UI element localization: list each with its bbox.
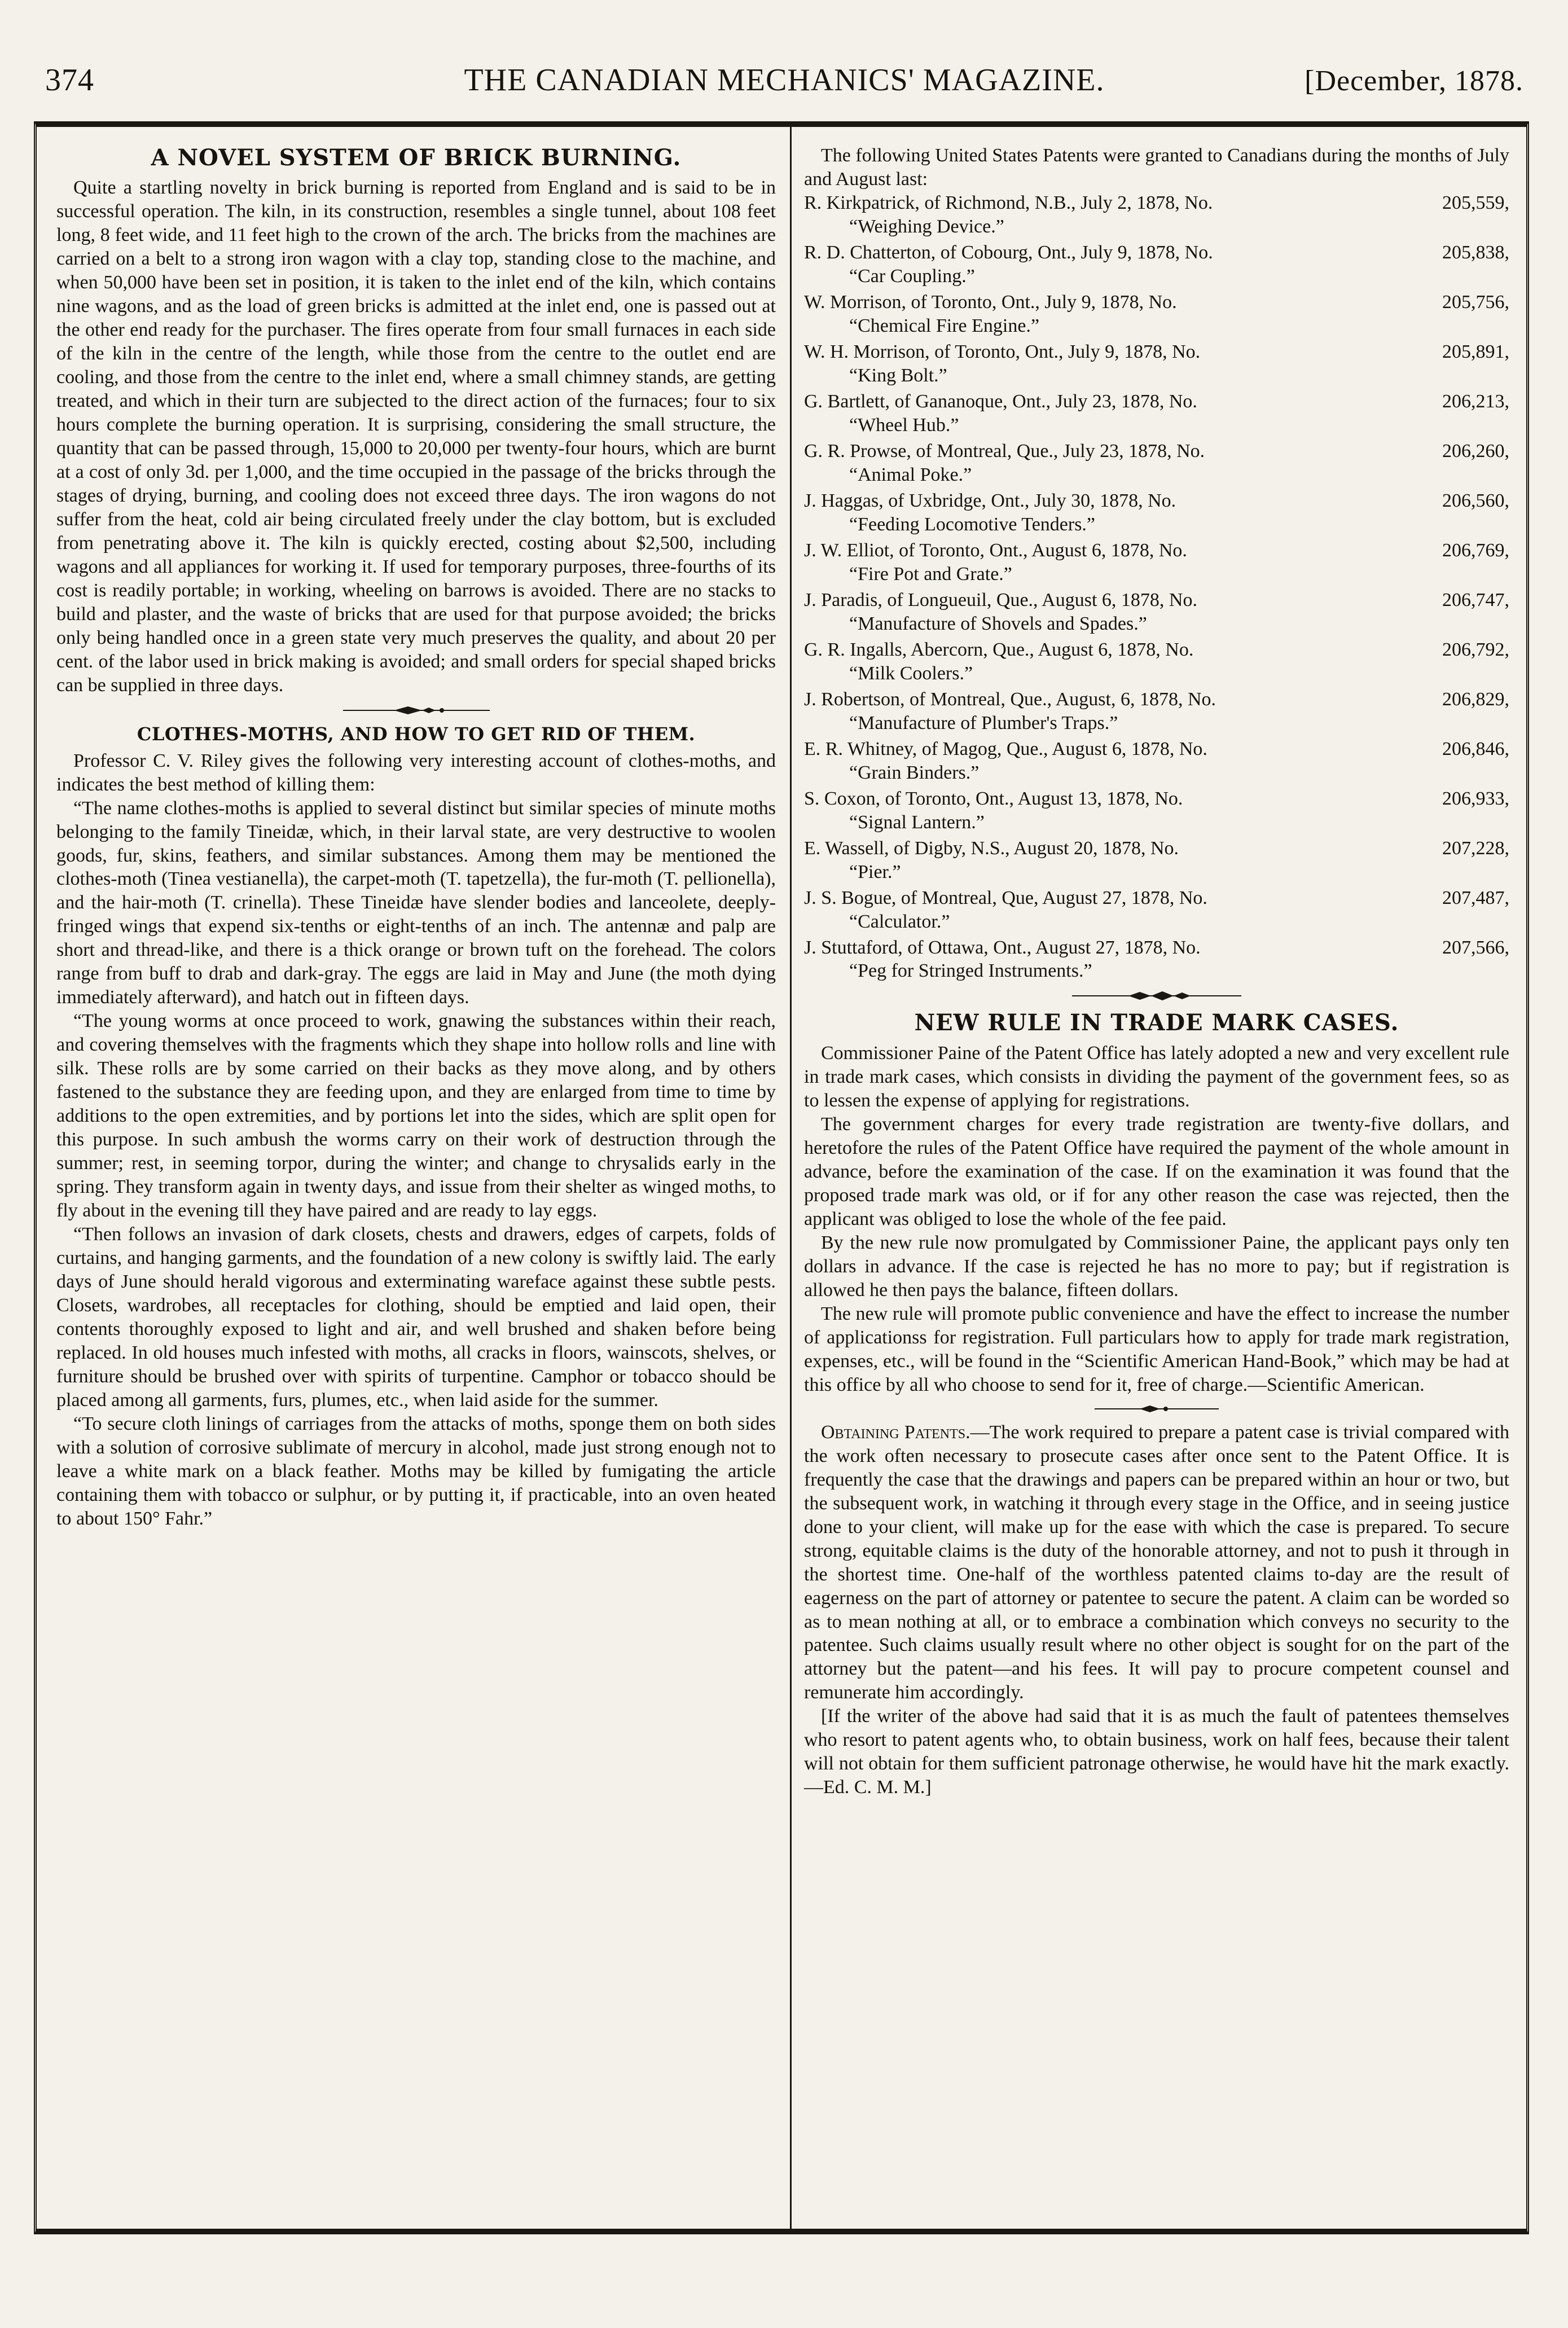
patent-entry: [804, 440, 1509, 487]
trademark-paragraph: The new rule will promote public convenience and have the effect to increase the number of applicationss for registration. Full particulars how to apply for trade mark registration, expenses, etc., will be found in the “Scientific American Hand-Book,” which may be had at this office by all who choose to send for it, free of charge.—Scientific American.: [804, 1303, 1509, 1395]
patent-invention: “Signal Lantern.”: [849, 811, 985, 833]
patent-number: 207,228,: [1442, 837, 1509, 859]
patent-grantee: E. Wassell, of Digby, N.S., August 20, 1878, No.: [804, 837, 1179, 859]
magazine-title: THE CANADIAN MECHANICS' MAGAZINE.: [464, 63, 1105, 98]
patent-invention: “Wheel Hub.”: [849, 414, 959, 436]
patent-grantee-line: [804, 787, 1509, 811]
moths-paragraph: Professor C. V. Riley gives the following very interesting account of clothes-moths, and indicates the best method of killing them:: [56, 750, 776, 795]
patent-grantee-line: [804, 936, 1509, 960]
patent-grantee: J. Stuttaford, of Ottawa, Ont., August 27, 1878, No.: [804, 937, 1201, 958]
patent-entry: [804, 837, 1509, 884]
patent-invention: “King Bolt.”: [849, 364, 947, 386]
obtaining-patents-paragraph: [804, 1421, 1509, 1705]
patent-entry: [804, 787, 1509, 834]
patent-entry: [804, 340, 1509, 388]
trademark-paragraph: The government charges for every trade registration are twenty-five dollars, and heretofore the rules of the Patent Office have required the payment of the whole amount in advance, before the examination of the case. If on the examination it was found that the proposed trade mark was old, or if for any other reason the case was rejected, then the applicant was obliged to lose the whole of the fee paid.: [804, 1113, 1509, 1229]
brick-paragraph: Quite a startling novelty in brick burning is reported from England and is said to be in successful operation. The kiln, in its construction, resembles a single tunnel, about 108 feet long, 8 feet wide, and 11 feet high to the crown of the arch. The bricks from the machines are carried on a belt to a strong iron wagon with a clay top, standing close to the machine, and when 50,000 have been set in position, it is taken to the inlet end of the kiln, which contains nine wagons, and as the load of green bricks is admitted at the inlet end, one is passed out at the other end ready for the purchaser. The fires operate from four small furnaces in each side of the kiln in the centre of the length, while those from the centre to the outlet end are cooling, and those from the centre to the inlet end, where a small chimney stands, are getting treated, and which in their turn are subjected to the direct action of the furnaces; four to six hours complete the burning operation. It is surprising, considering the small structure, the quantity that can be passed through, 15,000 to 20,000 per twenty-four hours, which are burnt at a cost of only 3d. per 1,000, and the time occupied in the passage of the bricks through the stages of drying, burning, and cooling does not exceed three days. The iron wagons do not suffer from the heat, cold air being circulated freely under the clay bottom, but is excluded from penetrating above it. The kiln is quickly erected, costing about $2,500, including wagons and all appliances for working it. If used for temporary purposes, three-fourths of its cost is readily portable; in working, wheeling on barrows is avoided. There are no stacks to build and plaster, and the waste of bricks that are used for that purpose avoided; the bricks only being handled once in a green state very much preserves the quality, and about 20 per cent. of the labor used in brick making is avoided; and small orders for special shaped bricks can be supplied in three days.: [56, 177, 776, 696]
patent-grantee-line: [804, 737, 1509, 761]
patent-entry: [804, 539, 1509, 586]
right-column: [804, 144, 1509, 1799]
patent-entry: [804, 291, 1509, 338]
patent-number: 206,829,: [1442, 688, 1509, 710]
patent-grantee: J. Paradis, of Longueuil, Que., August 6, 1878, No.: [804, 589, 1197, 610]
patent-grantee: G. R. Ingalls, Abercorn, Que., August 6, 1878, No.: [804, 639, 1194, 660]
patent-entry: [804, 936, 1509, 983]
patents-intro: The following United States Patents were granted to Canadians during the months of July and August last:: [804, 145, 1509, 190]
patent-number: 206,792,: [1442, 639, 1509, 660]
patent-grantee: G. R. Prowse, of Montreal, Que., July 23, 1878, No.: [804, 440, 1205, 462]
patent-grantee-line: [804, 688, 1509, 711]
patent-grantee: J. Haggas, of Uxbridge, Ont., July 30, 1878, No.: [804, 490, 1176, 511]
patent-grantee-line: [804, 241, 1509, 265]
patent-grantee-line: [804, 440, 1509, 463]
patent-grantee: W. Morrison, of Toronto, Ont., July 9, 1878, No.: [804, 291, 1177, 313]
patent-grantee-line: [804, 539, 1509, 563]
patent-invention: “Car Coupling.”: [849, 265, 975, 287]
patent-number: 206,769,: [1442, 539, 1509, 561]
patent-grantee-line: [804, 837, 1509, 860]
patent-entry: [804, 688, 1509, 735]
moths-paragraph: “The name clothes-moths is applied to several distinct but similar species of minute moths belonging to the family Tineidæ, which, in their larval state, are very destructive to woolen goods, fur, skins, feathers, and similar substances. Among them may be mentioned the clothes-moth (Tinea vestianella), the carpet-moth (T. tapetzella), the fur-moth (T. pellionella), and the hair-moth (T. crinella). These Tineidæ have slender bodies and lanceolete, deeply-fringed wings that expend six-tenths or eight-tenths of an inch. The antennæ and palp are short and thread-like, and there is a thick orange or brown tuft on the forehead. The colors range from buff to drab and dark-gray. The eggs are laid in May and June (the moth dying immediately afterward), and hatch out in fifteen days.: [56, 797, 776, 1008]
left-column: [56, 144, 776, 1531]
patent-entry: [804, 489, 1509, 537]
obtaining-patents-body: —The work required to prepare a patent case is trivial compared with the work often necessary to prosecute cases after once sent to the Patent Office. It is frequently the case that the drawings and papers can be prepared within an hour or two, but the subsequent work, in watching it through every stage in the Office, and in seeing justice done to your client, will make up for the ease with which the case is prepared. To secure strong, equitable claims is the duty of the honorable attorney, and not to push it through in the shortest time. One-half of the worthless patented claims to-day are the result of eagerness on the part of attorney or patentee to secure the patent. A claim can be worded so as to mean nothing at all, or to embrace a combination which conveys no security to the patentee. Such claims usually result where no other object is sought for on the part of the attorney but the patent—and his fees. It will pay to procure competent counsel and remunerate him accordingly.: [804, 1421, 1509, 1703]
patent-number: 207,566,: [1442, 937, 1509, 958]
trademark-paragraph: Commissioner Paine of the Patent Office has lately adopted a new and very excellent rule in trade mark cases, which consists in dividing the payment of the government fees, so as to lessen the expense of applying for registrations.: [804, 1042, 1509, 1111]
patent-entry: [804, 638, 1509, 686]
patent-grantee-line: [804, 340, 1509, 364]
patent-number: 206,260,: [1442, 440, 1509, 462]
patent-grantee: J. Robertson, of Montreal, Que., August, 6, 1878, No.: [804, 688, 1216, 710]
patent-invention: “Pier.”: [849, 861, 901, 882]
patent-number: 205,756,: [1442, 291, 1509, 313]
patent-entry: [804, 588, 1509, 636]
patent-grantee-line: [804, 489, 1509, 513]
patent-invention: “Milk Coolers.”: [849, 662, 973, 684]
section-ornament: [343, 704, 490, 717]
patent-grantee: J. S. Bogue, of Montreal, Que, August 27, 1878, No.: [804, 887, 1207, 908]
moths-paragraph: “Then follows an invasion of dark closets, chests and drawers, edges of carpets, folds of curtains, and hanging garments, and the foundation of a new colony is swiftly laid. The early days of June should herald vigorous and exterminating wareface against these subtle pests. Closets, wardrobes, all receptacles for clothing, should be emptied and laid open, their contents thoroughly exposed to light and air, and well brushed and shaken before being replaced. In old houses much infested with moths, all cracks in floors, wainscots, shelves, or furniture should be brushed over with spirits of turpentine. Camphor or tobacco should be placed among all garments, furs, plumes, etc., when laid aside for the summer.: [56, 1224, 776, 1411]
page-number: 374: [45, 63, 94, 98]
patent-grantee-line: [804, 191, 1509, 215]
patent-grantee: W. H. Morrison, of Toronto, Ont., July 9, 1878, No.: [804, 341, 1201, 362]
patent-invention: “Animal Poke.”: [849, 464, 972, 485]
patent-number: 205,838,: [1442, 241, 1509, 263]
patent-grantee-line: [804, 886, 1509, 910]
section-ornament: [1072, 990, 1241, 1002]
patent-grantee-line: [804, 588, 1509, 612]
patent-invention: “Chemical Fire Engine.”: [849, 315, 1040, 336]
patent-grantee: J. W. Elliot, of Toronto, Ont., August 6, 1878, No.: [804, 539, 1187, 561]
patent-entry: [804, 241, 1509, 288]
moths-paragraph: “The young worms at once proceed to work, gnawing the substances within their reach, and covering themselves with the fragments which they shape into hollow rolls and line with silk. These rolls are by some carried on their backs as they move along, and by others fastened to the substance they are feeding upon, and they are enlarged from time to time by additions to the open extremities, and by portions let into the sides, which are split open for this purpose. In such ambush the worms carry on their work of destruction through the summer; rest, in seeming torpor, during the winter; and change to chrysalids early in the spring. They transform again in twenty days, and issue from their shelter as winged moths, to fly about in the evening till they have paired and are ready to lay eggs.: [56, 1011, 776, 1222]
patent-number: 206,846,: [1442, 738, 1509, 759]
moths-paragraph: “To secure cloth linings of carriages from the attacks of moths, sponge them on both sides with a solution of corrosive sublimate of mercury in alcohol, made just strong enough not to leave a white mark on a black feather. Moths may be killed by fumigating the article containing them with tobacco or sulphur, or by putting it, if practicable, into an oven heated to about 150° Fahr.”: [56, 1413, 776, 1530]
patent-invention: “Feeding Locomotive Tenders.”: [849, 513, 1096, 535]
issue-date: [December, 1878.: [1305, 65, 1523, 97]
section-ornament: [1095, 1404, 1219, 1414]
trademark-article-title: NEW RULE IN TRADE MARK CASES.: [914, 1009, 1399, 1036]
patent-grantee: R. D. Chatterton, of Cobourg, Ont., July 9, 1878, No.: [804, 241, 1213, 263]
patent-grantee-line: [804, 638, 1509, 662]
patent-entry: [804, 737, 1509, 785]
trademark-paragraph: By the new rule now promulgated by Commissioner Paine, the applicant pays only ten dollars in advance. If the case is rejected he has no more to pay; but if registration is allowed he then pays the balance, fifteen dollars.: [804, 1232, 1509, 1301]
patent-number: 205,891,: [1442, 341, 1509, 362]
patent-number: 206,560,: [1442, 490, 1509, 511]
patent-invention: “Peg for Stringed Instruments.”: [849, 960, 1092, 982]
patent-entry: [804, 886, 1509, 934]
column-divider: [790, 127, 792, 2229]
patent-entry: [804, 191, 1509, 239]
patent-invention: “Grain Binders.”: [849, 762, 980, 783]
patent-invention: “Manufacture of Shovels and Spades.”: [849, 613, 1147, 634]
patent-grantee-line: [804, 291, 1509, 314]
patent-grantee: R. Kirkpatrick, of Richmond, N.B., July 2, 1878, No.: [804, 192, 1213, 213]
patent-entry: [804, 390, 1509, 437]
patent-grantee: E. R. Whitney, of Magog, Que., August 6, 1878, No.: [804, 738, 1207, 759]
patent-invention: “Calculator.”: [849, 911, 950, 932]
patent-invention: “Fire Pot and Grate.”: [849, 563, 1012, 585]
patent-number: 206,747,: [1442, 589, 1509, 610]
patent-invention: “Manufacture of Plumber's Traps.”: [849, 712, 1118, 733]
patent-grantee: G. Bartlett, of Gananoque, Ont., July 23, 1878, No.: [804, 390, 1197, 412]
obtaining-patents-lead: Obtaining Patents.: [821, 1421, 970, 1443]
patent-number: 205,559,: [1442, 192, 1509, 213]
patent-number: 207,487,: [1442, 887, 1509, 908]
patent-invention: “Weighing Device.”: [849, 216, 1004, 237]
patent-number: 206,933,: [1442, 788, 1509, 809]
running-head: [34, 62, 1535, 107]
patent-number: 206,213,: [1442, 390, 1509, 412]
patent-grantee-line: [804, 390, 1509, 414]
patent-grantee: S. Coxon, of Toronto, Ont., August 13, 1878, No.: [804, 788, 1183, 809]
patent-list: [804, 191, 1509, 983]
brick-article-title: A NOVEL SYSTEM OF BRICK BURNING.: [151, 144, 682, 171]
editor-note: [If the writer of the above had said that it is as much the fault of patentees themselves who resort to patent agents who, to obtain business, work on half fees, because their talent will not obtain for them sufficient patronage otherwise, he would have hit the mark exactly.—Ed. C. M. M.]: [804, 1706, 1509, 1798]
moths-article-title: CLOTHES-MOTHS, AND HOW TO GET RID OF THEM.: [137, 723, 696, 745]
